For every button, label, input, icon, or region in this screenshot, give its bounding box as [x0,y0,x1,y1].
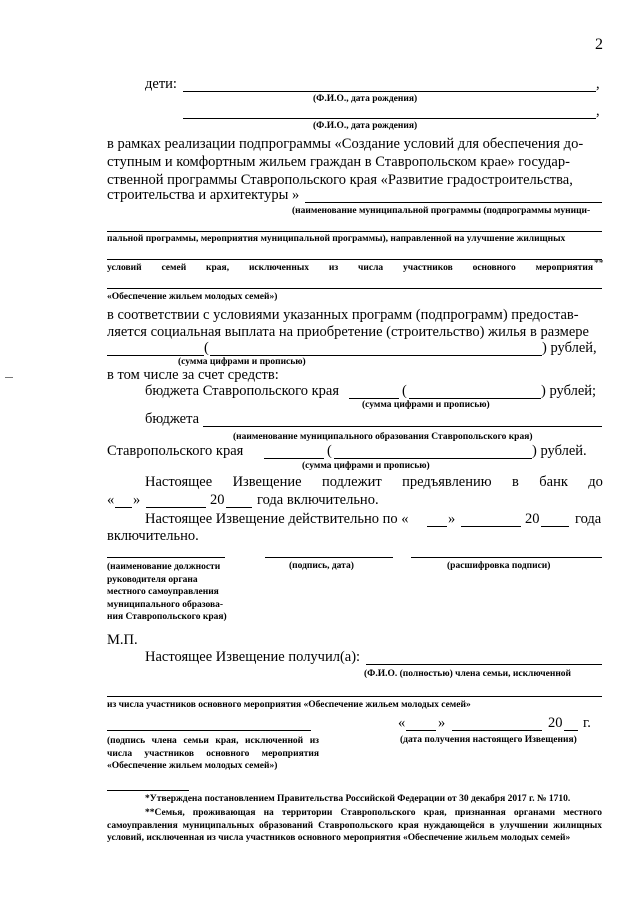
date2-year-line [541,526,569,527]
footnote-2: **Семья, проживающая на территории Ставропольского края, признанная органами местного самоуправления муниципальных образований Ставропольского края нуждающейся в улучшении жилищных условий, исключенная из числа участников основного мероприятия «Обеспечение жильем молодых семей» [107,808,602,843]
receive-year-line [564,730,578,731]
date1-open: « [107,492,115,508]
paragraph-line1: в рамках реализации подпрограммы «Создание условий для обеспечения до- [107,136,584,152]
paragraph-line2: ступным и комфортным жильем граждан в Ставропольском крае» государ- [107,154,570,170]
received-fio-line [366,664,602,665]
krai2-words-line [334,458,532,459]
date1-month-line [146,507,206,508]
budget-label: бюджета [145,411,200,427]
krai-sum-hint: (сумма цифрами и прописью) [362,400,490,410]
date2-close: » [448,511,456,527]
date1-tail: года включительно. [257,492,379,508]
validity-word: в [512,474,519,490]
receive-date-year: 20 [548,715,563,731]
krai-label: Ставропольского края [107,443,244,459]
receive-date-hint: (дата получения настоящего Извещения) [400,735,577,745]
krai2-sum-hint: (сумма цифрами и прописью) [302,461,430,471]
child2-line [183,118,596,119]
received-fio-hint: (Ф.И.О. (полностью) члена семьи, исключенной [364,669,572,679]
hint-c-word: из [328,263,339,273]
date2-day-line [427,526,447,527]
krai2-digits-line [264,458,324,459]
child2-comma: , [596,103,600,119]
krai-rubles: ) рублей; [541,383,597,399]
stamp-place: М.П. [107,632,138,648]
position-hint: (наименование должности руководителя органа местного самоуправления муниципального образова- ния Ставропольского края) [107,562,227,622]
decoding-line [411,557,602,558]
receive-date-close: » [438,715,446,731]
krai-open-paren: ( [402,383,407,399]
position-line [107,557,225,558]
page-number: 2 [595,36,603,53]
hint-c-footnote-mark: ** [594,259,604,269]
date2-year: 20 [525,511,540,527]
sum-hint: (сумма цифрами и прописью) [178,357,306,367]
date2-tail: года [575,511,602,527]
hint-c-word: числа [358,263,384,273]
krai-digits-line [349,398,399,399]
hint-c-word: семей [161,263,187,273]
hint-c-word: края, [206,263,230,273]
hint-c-word: основного [472,263,516,273]
budget-krai-label: бюджета Ставропольского края [145,383,339,399]
program-hint-d: «Обеспечение жильем молодых семей») [107,292,278,302]
child2-hint: (Ф.И.О., дата рождения) [313,121,418,131]
date1-day-line [115,507,132,508]
child1-comma: , [596,76,600,92]
sum-rubles: ) рублей, [542,340,597,356]
receive-month-line [452,730,542,731]
receive-date-g: г. [583,715,591,731]
receiver-sign-hint: (подпись члена семьи края, исключенной из числа участников основного мероприятия «Обеспечение жильем молодых семей») [107,736,319,771]
validity-word: подлежит [321,474,382,490]
received-label: Настоящее Извещение получил(а): [145,649,361,665]
validity-line2: Настоящее Извещение действительно по « [145,511,409,527]
hint-c-word: исключенных [248,263,310,273]
krai2-rubles: ) рублей. [532,443,587,459]
sum-words-line [210,355,542,356]
received-fio-line2 [107,696,602,697]
receiver-sign-line [107,730,311,731]
received-fio-hint2: из числа участников основного мероприятия «Обеспечение жильем молодых семей» [107,700,471,710]
program-line3 [107,259,602,260]
paragraph-line3: ственной программы Ставропольского края «Развитие градостроительства, [107,172,573,188]
hint-c-word: мероприятия [535,263,593,273]
municipal-line [203,426,602,427]
paragraph-line4: строительства и архитектуры » [107,187,300,203]
date1-year: 20 [210,492,225,508]
date1-close: » [133,492,141,508]
validity-word: Настоящее [145,474,213,490]
program-name-line [305,202,602,203]
hint-c-word: условий [107,263,142,273]
date2-month-line [461,526,521,527]
program-hint-b: пальной программы, мероприятия муниципальной программы), направленной на улучшение жилищных [107,234,566,244]
receive-day-line [406,730,436,731]
sum-open-paren: ( [204,340,209,356]
margin-mark [5,377,13,378]
validity-word: банк [539,474,568,490]
program-hint-a: (наименование муниципальной программы (подпрограммы муници- [292,206,591,216]
sum-digits-line [107,355,204,356]
payment-line2: ляется социальная выплата на приобретение (строительство) жилья в размере [107,324,589,340]
child1-line [183,91,596,92]
hint-c-word: участников [403,263,453,273]
signature-line [265,557,393,558]
including-label: в том числе за счет средств: [107,367,279,383]
date1-year-line [226,507,252,508]
validity-word: до [588,474,603,490]
payment-line1: в соответствии с условиями указанных программ (подпрограмм) предостав- [107,307,579,323]
validity-line3: включительно. [107,528,199,544]
validity-line1 [145,474,603,491]
decoding-hint: (расшифровка подписи) [447,561,551,571]
program-line2 [107,231,602,232]
validity-word: Извещение [232,474,302,490]
footnote-1: *Утверждена постановлением Правительства Российской Федерации от 30 декабря 2017 г. № 1710. [145,794,571,804]
program-line4 [107,288,602,289]
signature-hint: (подпись, дата) [289,561,354,571]
program-hint-c [107,263,593,273]
footnote-separator [107,790,189,791]
children-label: дети: [145,76,177,92]
validity-word: предъявлению [402,474,492,490]
krai2-open-paren: ( [327,443,332,459]
child1-hint: (Ф.И.О., дата рождения) [313,94,418,104]
municipal-hint: (наименование муниципального образования Ставропольского края) [233,432,533,442]
receive-date-open: « [398,715,406,731]
krai-words-line [409,398,541,399]
